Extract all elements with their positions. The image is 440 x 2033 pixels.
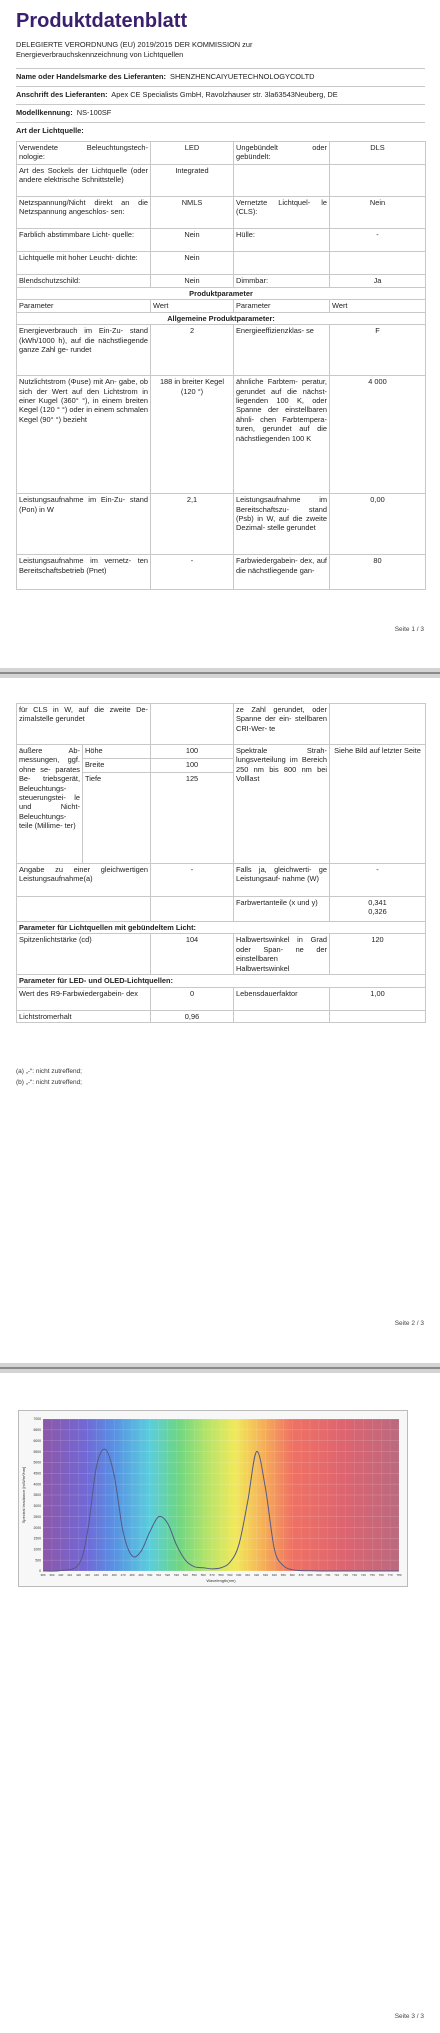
- cell-value: 2,1: [151, 494, 234, 555]
- cell-label: [234, 165, 330, 197]
- cell-label: Energieeffizienzklas- se: [234, 325, 330, 376]
- x-tick-label: 600: [236, 1573, 242, 1577]
- x-tick-label: 680: [307, 1573, 313, 1577]
- footnote-a: (a) „-“: nicht zutreffend;: [16, 1068, 82, 1075]
- chroma-label: Farbwertanteile (x und y): [234, 897, 330, 922]
- x-tick-label: 430: [84, 1573, 91, 1577]
- x-tick-label: 690: [316, 1573, 322, 1577]
- y-tick-label: 7000: [33, 1417, 41, 1422]
- param-row: [17, 704, 426, 745]
- x-tick-label: 760: [378, 1573, 384, 1577]
- equiv-value: -: [151, 864, 234, 897]
- cell-label: Ungebündelt oder gebündelt:: [234, 142, 330, 165]
- cell-value: 2: [151, 325, 234, 376]
- section-title: Produktparameter: [17, 288, 426, 300]
- cell-label: [234, 252, 330, 275]
- cell-value: 4 000: [330, 376, 426, 494]
- spectral-distribution-chart: [18, 1410, 408, 1587]
- y-tick-label: 4500: [33, 1471, 41, 1476]
- maint-value: 0,96: [151, 1010, 234, 1022]
- halfangle-label: Halbwertswinkel in Grad oder Span- ne der einstellbaren Halbwertswinkel: [234, 934, 330, 975]
- footnote-b: (b) „-“: nicht zutreffend;: [16, 1079, 82, 1086]
- x-tick-label: 740: [360, 1573, 366, 1577]
- param-row: [17, 494, 426, 555]
- cell-value: -: [330, 229, 426, 252]
- cell-label: Verwendete Beleuchtungstech- nologie:: [17, 142, 151, 165]
- section-title: Parameter für Lichtquellen mit gebündeltem Licht:: [17, 922, 426, 934]
- x-tick-label: 510: [156, 1573, 162, 1577]
- cell-label: Leistungsaufnahme im vernetz- ten Bereitschaftsbetrieb (Pnet): [17, 555, 151, 590]
- lifetime-value: 1,00: [330, 987, 426, 1010]
- height-label: Höhe: [83, 745, 151, 759]
- cell-value: Nein: [330, 197, 426, 229]
- cell-label: Leistungsaufnahme im Ein-Zu- stand (Pon) in W: [17, 494, 151, 555]
- peak-value: 104: [151, 934, 234, 975]
- x-tick-label: 550: [191, 1573, 197, 1577]
- type-label: Art der Lichtquelle:: [16, 126, 84, 135]
- y-tick-label: 1000: [33, 1547, 41, 1552]
- cell-label: Farbwiedergabein- dex, auf die nächstliegende gan-: [234, 555, 330, 590]
- supplier-address-label: Anschrift des Lieferanten:: [16, 90, 108, 99]
- x-tick-label: 400: [58, 1573, 64, 1577]
- type-row: [17, 275, 426, 288]
- regulation-line-2: Energieverbrauchskennzeichnung von Lichtquellen: [16, 50, 184, 59]
- maint-label: Lichtstromerhalt: [17, 1010, 151, 1022]
- depth-value: 125: [151, 773, 234, 864]
- page-1: [0, 0, 440, 668]
- supplier-address-row: [16, 86, 425, 104]
- page-number: Seite 3 / 3: [394, 2013, 424, 2020]
- y-tick-label: 4000: [33, 1482, 41, 1487]
- x-tick-label: 640: [271, 1573, 277, 1577]
- page-number: Seite 2 / 3: [394, 1320, 424, 1327]
- supplier-name-row: [16, 68, 425, 86]
- type-row: [17, 252, 426, 275]
- cell-label: Hülle:: [234, 229, 330, 252]
- cell-label: Vernetzte Lichtquel- le (CLS):: [234, 197, 330, 229]
- param-row: [17, 555, 426, 590]
- cell-value: Ja: [330, 275, 426, 288]
- param-header-row: [17, 300, 426, 312]
- cell-label: für CLS in W, auf die zweite De- zimalstelle gerundet: [17, 704, 151, 745]
- x-tick-label: 450: [102, 1573, 108, 1577]
- page-separator: [0, 1363, 440, 1373]
- x-tick-label: 460: [111, 1573, 117, 1577]
- width-label: Breite: [83, 759, 151, 773]
- x-tick-label: 660: [289, 1573, 295, 1577]
- x-tick-label: 470: [120, 1573, 126, 1577]
- type-row: [17, 229, 426, 252]
- lifetime-label: Lebensdauerfaktor: [234, 987, 330, 1010]
- section-title: Parameter für LED- und OLED-Lichtquellen:: [17, 975, 426, 987]
- x-tick-label: 700: [325, 1573, 331, 1577]
- x-tick-label: 580: [218, 1573, 224, 1577]
- section-row: [17, 975, 426, 987]
- model-row: [16, 104, 425, 122]
- type-row: [17, 197, 426, 229]
- dims-label: äußere Ab- messungen, ggf. ohne se- parates Be- triebsgerät, Beleuchtungs- steuerungstei- le und Nicht- Beleuchtungs- teile (Millime- ter): [17, 745, 83, 864]
- chroma-value: [330, 897, 426, 922]
- regulation-line-1: DELEGIERTE VERORDNUNG (EU) 2019/2015 DER KOMMISSION zur: [16, 40, 253, 49]
- cell-label: Energieverbrauch im Ein-Zu- stand (kWh/1000 h), auf die nächstliegende ganze Zahl ge- rundet: [17, 325, 151, 376]
- cell-label: Art des Sockels der Lichtquelle (oder andere elektrische Schnittstelle): [17, 165, 151, 197]
- peak-label: Spitzenlichtstärke (cd): [17, 934, 151, 975]
- cell-label: Lichtquelle mit hoher Leucht- dichte:: [17, 252, 151, 275]
- x-tick-label: 520: [165, 1573, 171, 1577]
- dims-row: [17, 745, 426, 759]
- type-row: [17, 142, 426, 165]
- x-tick-label: 490: [138, 1573, 144, 1577]
- model-label: Modellkennung:: [16, 108, 73, 117]
- equiv-label: Angabe zu einer gleichwertigen Leistungsaufnahme(a): [17, 864, 151, 897]
- page-separator: [0, 668, 440, 678]
- supplier-name-label: Name oder Handelsmarke des Lieferanten:: [16, 72, 166, 81]
- type-row: [17, 165, 426, 197]
- equiv-power-value: -: [330, 864, 426, 897]
- param-row: [17, 987, 426, 1010]
- x-tick-label: 770: [387, 1573, 393, 1577]
- cell-value: LED: [151, 142, 234, 165]
- spectral-value: Siehe Bild auf letzter Seite: [330, 745, 426, 864]
- cell-value: 0,00: [330, 494, 426, 555]
- col-header: Parameter: [234, 300, 330, 312]
- page-number: Seite 1 / 3: [394, 626, 424, 633]
- cell-label: ze Zahl gerundet, oder Spanne der ein- stellbaren CRI-Wer- te: [234, 704, 330, 745]
- x-tick-label: 630: [262, 1573, 269, 1577]
- model-value: NS-100SF: [76, 108, 112, 117]
- y-tick-label: 6500: [33, 1428, 41, 1433]
- y-tick-label: 1500: [33, 1536, 41, 1541]
- x-tick-label: 750: [369, 1573, 375, 1577]
- cell-value: DLS: [330, 142, 426, 165]
- y-tick-label: 0: [39, 1569, 41, 1574]
- spectral-label: Spektrale Strah- lungsverteilung im Bereich 250 nm bis 800 nm bei Volllast: [234, 745, 330, 864]
- x-tick-label: 500: [147, 1573, 153, 1577]
- footnotes: [16, 1066, 82, 1088]
- cell-label: Netzspannung/Nicht direkt an die Netzspannung angeschlos- sen:: [17, 197, 151, 229]
- cell-value: F: [330, 325, 426, 376]
- depth-label: Tiefe: [83, 773, 151, 864]
- section-row: [17, 312, 426, 324]
- x-tick-label: 570: [209, 1573, 215, 1577]
- supplier-name-value: SHENZHENCAIYUETECHNOLOGYCOLTD: [170, 72, 315, 81]
- param-row: [17, 376, 426, 494]
- x-tick-label: 420: [76, 1573, 82, 1577]
- x-tick-label: 650: [280, 1573, 286, 1577]
- x-tick-label: 710: [334, 1573, 340, 1577]
- grid-lines: [43, 1419, 399, 1571]
- section-row: [17, 922, 426, 934]
- param-row: [17, 864, 426, 897]
- halfangle-value: 120: [330, 934, 426, 975]
- x-tick-label: 590: [227, 1573, 233, 1577]
- regulation-text: [16, 40, 426, 60]
- x-tick-label: 390: [49, 1573, 55, 1577]
- param-row: [17, 934, 426, 975]
- cell-value: 188 in breiter Kegel (120 °): [151, 376, 234, 494]
- section-row: [17, 288, 426, 300]
- page-title: Produktdatenblatt: [16, 10, 188, 32]
- x-tick-label: 620: [254, 1573, 260, 1577]
- cell-value: Integrated: [151, 165, 234, 197]
- spectrum-svg: [19, 1411, 407, 1586]
- x-tick-label: 730: [351, 1573, 358, 1577]
- cell-label: Nutzlichtstrom (Φuse) mit An- gabe, ob sich der Wert auf den Lichtstrom in einer Kugel (360° °), in einem breiten Kegel (120 ° °) oder in einem schmalen Kegel (90° °) bezieht: [17, 376, 151, 494]
- x-tick-label: 560: [200, 1573, 206, 1577]
- col-header: Parameter: [17, 300, 151, 312]
- cell-label: Farblich abstimmbare Licht- quelle:: [17, 229, 151, 252]
- y-tick-label: 3500: [33, 1493, 41, 1498]
- x-tick-label: 410: [67, 1573, 73, 1577]
- cell-value: Nein: [151, 275, 234, 288]
- param-row: [17, 897, 426, 922]
- y-tick-label: 2500: [33, 1514, 41, 1519]
- x-tick-label: 480: [129, 1573, 135, 1577]
- type-table: [16, 141, 426, 590]
- equiv-power-label: Falls ja, gleichwerti- ge Leistungsauf- nahme (W): [234, 864, 330, 897]
- height-value: 100: [151, 745, 234, 759]
- cell-value: NMLS: [151, 197, 234, 229]
- y-tick-label: 3000: [33, 1504, 41, 1509]
- r9-label: Wert des R9-Farbwiedergabein- dex: [17, 987, 151, 1010]
- y-tick-label: 5000: [33, 1460, 41, 1465]
- param-row: [17, 325, 426, 376]
- y-tick-label: 2000: [33, 1525, 41, 1530]
- cell-label: ähnliche Farbtem- peratur, gerundet auf die nächst- liegenden 100 K, oder Spanne der einstellbaren ähnli- chen Farbtempera- turen, gerundet auf die nächstliegenden 100 K: [234, 376, 330, 494]
- cell-value: Nein: [151, 252, 234, 275]
- x-tick-label: 380: [40, 1573, 46, 1577]
- cell-value: [330, 252, 426, 275]
- cell-value: Nein: [151, 229, 234, 252]
- r9-value: 0: [151, 987, 234, 1010]
- x-tick-label: 440: [93, 1573, 99, 1577]
- col-header: Wert: [330, 300, 426, 312]
- x-tick-label: 530: [173, 1573, 180, 1577]
- cell-label: Dimmbar:: [234, 275, 330, 288]
- x-tick-label: 540: [182, 1573, 188, 1577]
- y-tick-label: 6000: [33, 1438, 41, 1443]
- x-tick-label: 780: [396, 1573, 402, 1577]
- cell-label: Blendschutzschild:: [17, 275, 151, 288]
- param-row: [17, 1010, 426, 1022]
- x-axis-label: Wavelength(nm): [206, 1578, 236, 1583]
- cell-value: -: [151, 555, 234, 590]
- section-title: Allgemeine Produktparameter:: [17, 312, 426, 324]
- type-header-row: [16, 122, 425, 140]
- cell-label: Leistungsaufnahme im Bereitschaftszu- stand (Psb) in W, auf die zweite Dezimal- stelle gerundet: [234, 494, 330, 555]
- col-header: Wert: [151, 300, 234, 312]
- params-table-continued: [16, 703, 426, 1023]
- cell-value: [330, 165, 426, 197]
- chroma-y: 0,326: [368, 907, 387, 917]
- x-tick-label: 610: [245, 1573, 251, 1577]
- x-tick-label: 720: [343, 1573, 349, 1577]
- width-value: 100: [151, 759, 234, 773]
- page-2: [0, 678, 440, 1363]
- y-tick-label: 500: [35, 1558, 41, 1563]
- x-tick-label: 670: [298, 1573, 304, 1577]
- supplier-address-value: Apex CE Specialists GmbH, Ravolzhauser str. 3la63543Neuberg, DE: [111, 90, 338, 99]
- y-axis-label: Spectral Irradiance [mW/m²/nm]: [21, 1466, 26, 1524]
- y-tick-label: 5500: [33, 1449, 41, 1454]
- chroma-x: 0,341: [368, 898, 387, 907]
- cell-value: 80: [330, 555, 426, 590]
